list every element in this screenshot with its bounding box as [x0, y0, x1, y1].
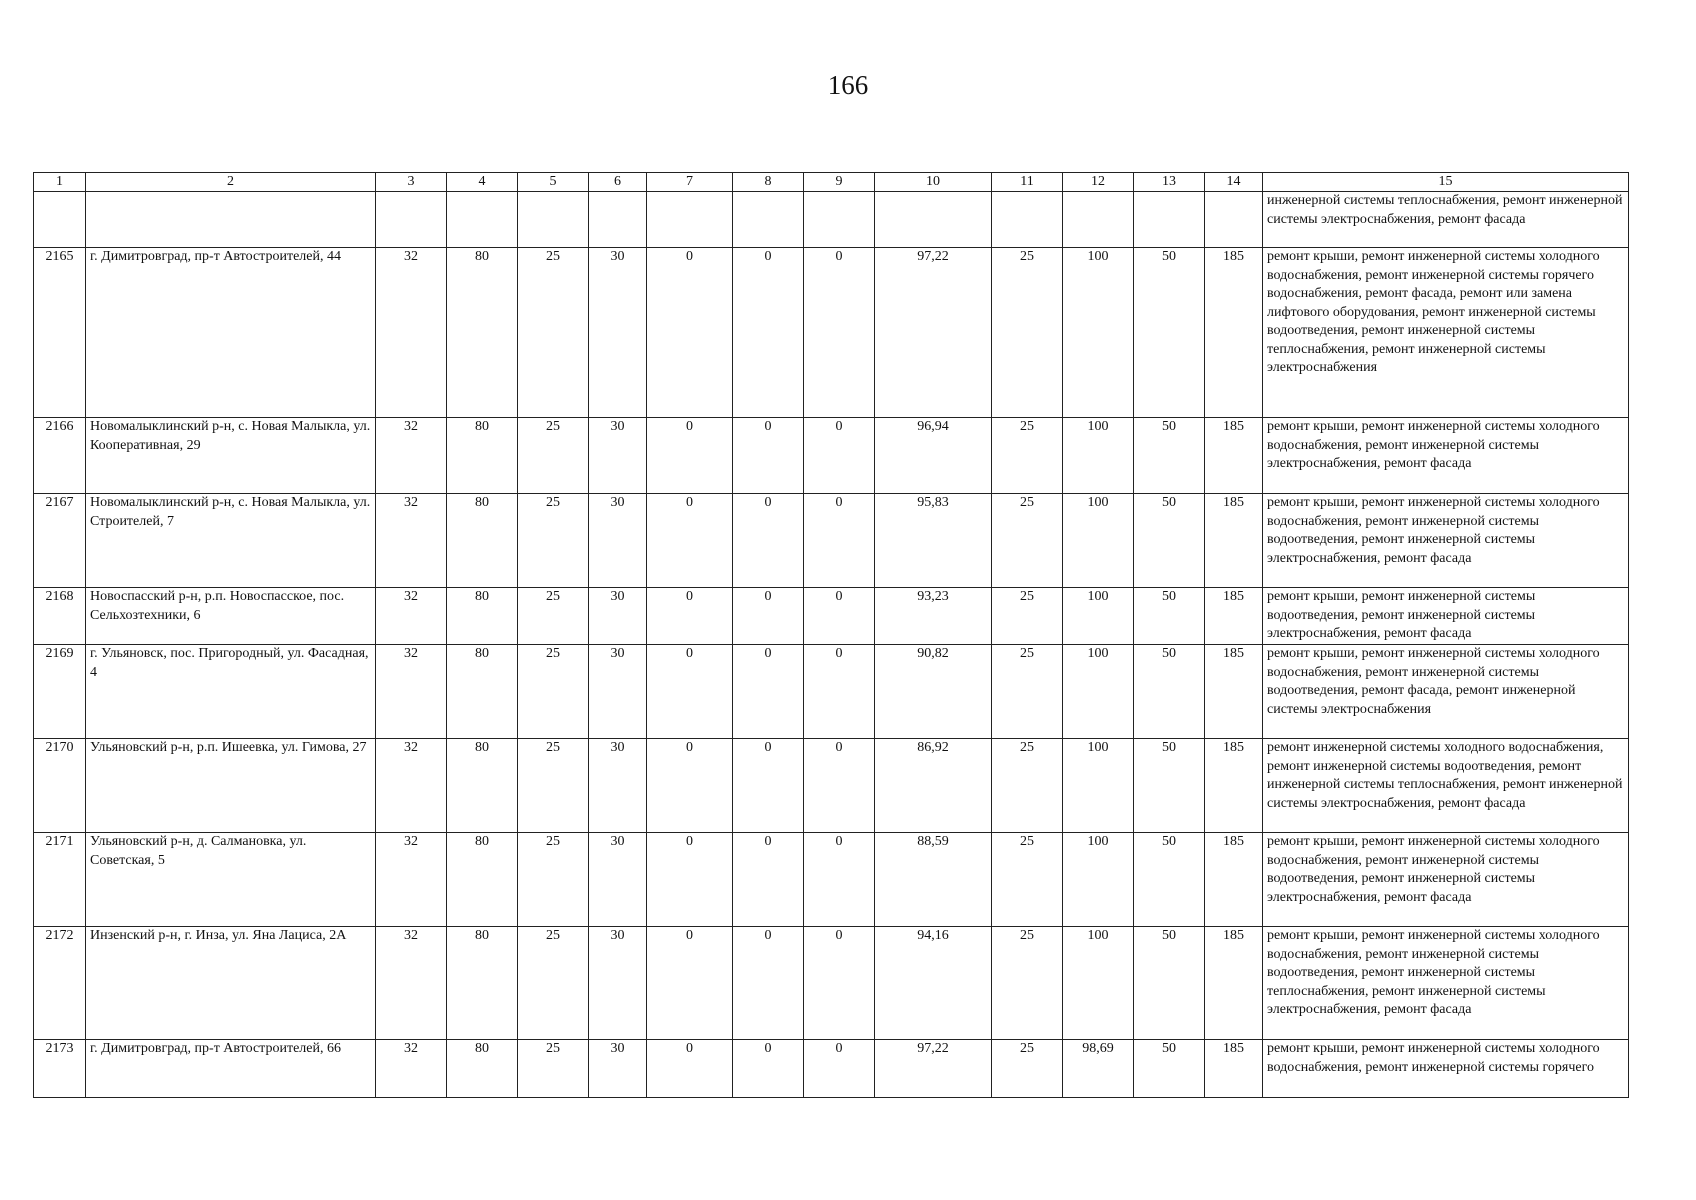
cell: 0: [647, 588, 733, 645]
table-row: [34, 418, 1629, 494]
work-cell: ремонт крыши, ремонт инженерной системы холодного водоснабжения, ремонт инженерной системы горячего: [1263, 1040, 1629, 1098]
cell: 50: [1134, 833, 1205, 927]
col-header: 9: [804, 173, 875, 192]
cell: 32: [376, 833, 447, 927]
table-row: [34, 494, 1629, 588]
cell: 100: [1063, 588, 1134, 645]
address-cell: Инзенский р-н, г. Инза, ул. Яна Лациса, 2А: [86, 927, 376, 1040]
cell: 93,23: [875, 588, 992, 645]
row-id: 2170: [34, 739, 86, 833]
cell: 80: [447, 494, 518, 588]
cell: 0: [647, 927, 733, 1040]
table-row: [34, 833, 1629, 927]
cell: 50: [1134, 418, 1205, 494]
address-cell: Новомалыклинский р-н, с. Новая Малыкла, ул. Кооперативная, 29: [86, 418, 376, 494]
cell: 0: [804, 588, 875, 645]
address-cell: г. Димитровград, пр-т Автостроителей, 66: [86, 1040, 376, 1098]
cell: 0: [804, 739, 875, 833]
cell: 80: [447, 739, 518, 833]
cell: 185: [1205, 645, 1263, 739]
row-id: 2166: [34, 418, 86, 494]
cell: 97,22: [875, 1040, 992, 1098]
cell: 185: [1205, 494, 1263, 588]
address-cell: Ульяновский р-н, д. Салмановка, ул. Советская, 5: [86, 833, 376, 927]
col-header: 7: [647, 173, 733, 192]
cell: 80: [447, 418, 518, 494]
cell: 0: [804, 833, 875, 927]
cell: 0: [647, 248, 733, 418]
page-number: 166: [827, 70, 869, 100]
col-header: 5: [518, 173, 589, 192]
cell: 0: [804, 494, 875, 588]
cell: 25: [518, 927, 589, 1040]
row-id: 2167: [34, 494, 86, 588]
col-header: 6: [589, 173, 647, 192]
cell: 0: [647, 418, 733, 494]
cell: 30: [589, 739, 647, 833]
col-header: 4: [447, 173, 518, 192]
cell: 100: [1063, 645, 1134, 739]
cell: 30: [589, 248, 647, 418]
cell: 185: [1205, 1040, 1263, 1098]
cell: 80: [447, 588, 518, 645]
cell: 25: [518, 248, 589, 418]
cell: 30: [589, 494, 647, 588]
cell: 0: [733, 494, 804, 588]
cell: 95,83: [875, 494, 992, 588]
work-cell: ремонт крыши, ремонт инженерной системы холодного водоснабжения, ремонт инженерной системы электроснабжения, ремонт фасада: [1263, 418, 1629, 494]
cell: 50: [1134, 927, 1205, 1040]
col-header: 8: [733, 173, 804, 192]
col-header: 10: [875, 173, 992, 192]
cell: 0: [647, 1040, 733, 1098]
col-header: 15: [1263, 173, 1629, 192]
cell: 97,22: [875, 248, 992, 418]
work-cell: ремонт инженерной системы холодного водоснабжения, ремонт инженерной системы водоотведения, ремонт инженерной системы теплоснабжения, ремонт инженерной системы электроснабжения, ремонт фасада: [1263, 739, 1629, 833]
cell: 25: [518, 833, 589, 927]
address-cell: г. Ульяновск, пос. Пригородный, ул. Фасадная, 4: [86, 645, 376, 739]
cell: 80: [447, 927, 518, 1040]
col-header: 2: [86, 173, 376, 192]
cell: 100: [1063, 927, 1134, 1040]
cell: 25: [992, 833, 1063, 927]
cell: 32: [376, 739, 447, 833]
cell: 50: [1134, 739, 1205, 833]
cell: 25: [992, 494, 1063, 588]
cell: 50: [1134, 494, 1205, 588]
address-cell: Ульяновский р-н, р.п. Ишеевка, ул. Гимова, 27: [86, 739, 376, 833]
cell: 30: [589, 645, 647, 739]
cell: 25: [992, 927, 1063, 1040]
col-header: 12: [1063, 173, 1134, 192]
cell: 25: [992, 248, 1063, 418]
cell: 0: [647, 645, 733, 739]
cell: 0: [804, 248, 875, 418]
cell: 100: [1063, 248, 1134, 418]
cell: 0: [733, 833, 804, 927]
table-row: [34, 248, 1629, 418]
cell: 32: [376, 248, 447, 418]
cell: 30: [589, 588, 647, 645]
cell: 0: [733, 588, 804, 645]
work-cell: ремонт крыши, ремонт инженерной системы холодного водоснабжения, ремонт инженерной системы водоотведения, ремонт инженерной системы теплоснабжения, ремонт инженерной системы электроснабжения, ремонт фасада: [1263, 927, 1629, 1040]
cell: 25: [992, 1040, 1063, 1098]
row-id: 2168: [34, 588, 86, 645]
col-header: 3: [376, 173, 447, 192]
cell: 100: [1063, 833, 1134, 927]
cell: 32: [376, 927, 447, 1040]
cell: 100: [1063, 494, 1134, 588]
cell: 94,16: [875, 927, 992, 1040]
cell: 98,69: [1063, 1040, 1134, 1098]
table-row: [34, 588, 1629, 645]
cell: 100: [1063, 739, 1134, 833]
cell: 90,82: [875, 645, 992, 739]
row-id: 2172: [34, 927, 86, 1040]
col-header: 13: [1134, 173, 1205, 192]
table-row: [34, 927, 1629, 1040]
cell: 80: [447, 645, 518, 739]
cell: 0: [804, 645, 875, 739]
table-row: [34, 645, 1629, 739]
table-row: [34, 739, 1629, 833]
col-header: 1: [34, 173, 86, 192]
repair-program-table: [33, 172, 1629, 1098]
cell: 185: [1205, 927, 1263, 1040]
cell: 25: [992, 588, 1063, 645]
cell: 50: [1134, 1040, 1205, 1098]
cell: 25: [518, 1040, 589, 1098]
cell: 25: [992, 645, 1063, 739]
cell: 185: [1205, 588, 1263, 645]
work-cell: инженерной системы теплоснабжения, ремонт инженерной системы электроснабжения, ремонт фасада: [1263, 192, 1629, 248]
cell: 30: [589, 418, 647, 494]
cell: 30: [589, 833, 647, 927]
cell: 185: [1205, 418, 1263, 494]
continuation-row: [34, 192, 1629, 248]
cell: 32: [376, 1040, 447, 1098]
cell: 96,94: [875, 418, 992, 494]
work-cell: ремонт крыши, ремонт инженерной системы водоотведения, ремонт инженерной системы электроснабжения, ремонт фасада: [1263, 588, 1629, 645]
col-header: 14: [1205, 173, 1263, 192]
cell: 0: [647, 739, 733, 833]
cell: 25: [518, 645, 589, 739]
cell: 0: [804, 927, 875, 1040]
cell: 25: [518, 494, 589, 588]
address-cell: Новомалыклинский р-н, с. Новая Малыкла, ул. Строителей, 7: [86, 494, 376, 588]
cell: 32: [376, 494, 447, 588]
cell: 80: [447, 833, 518, 927]
cell: 30: [589, 927, 647, 1040]
cell: 32: [376, 588, 447, 645]
work-cell: ремонт крыши, ремонт инженерной системы холодного водоснабжения, ремонт инженерной системы горячего водоснабжения, ремонт фасада, ремонт или замена лифтового оборудования, ремонт инженерной системы водоотведения, ремонт инженерной системы теплоснабжения, ремонт инженерной системы электроснабжения: [1263, 248, 1629, 418]
row-id: 2173: [34, 1040, 86, 1098]
row-id: 2171: [34, 833, 86, 927]
cell: 185: [1205, 248, 1263, 418]
cell: 25: [518, 418, 589, 494]
cell: 80: [447, 1040, 518, 1098]
cell: 0: [733, 645, 804, 739]
cell: 30: [589, 1040, 647, 1098]
col-header: 11: [992, 173, 1063, 192]
cell: 25: [992, 739, 1063, 833]
cell: 50: [1134, 588, 1205, 645]
address-cell: г. Димитровград, пр-т Автостроителей, 44: [86, 248, 376, 418]
cell: 25: [518, 739, 589, 833]
cell: 185: [1205, 739, 1263, 833]
cell: 88,59: [875, 833, 992, 927]
cell: 25: [992, 418, 1063, 494]
address-cell: Новоспасский р-н, р.п. Новоспасское, пос. Сельхозтехники, 6: [86, 588, 376, 645]
cell: 32: [376, 418, 447, 494]
cell: 100: [1063, 418, 1134, 494]
cell: 0: [733, 248, 804, 418]
row-id: 2169: [34, 645, 86, 739]
cell: 50: [1134, 645, 1205, 739]
cell: 50: [1134, 248, 1205, 418]
cell: 185: [1205, 833, 1263, 927]
cell: 0: [804, 418, 875, 494]
cell: 0: [647, 833, 733, 927]
cell: 80: [447, 248, 518, 418]
row-id: 2165: [34, 248, 86, 418]
work-cell: ремонт крыши, ремонт инженерной системы холодного водоснабжения, ремонт инженерной системы водоотведения, ремонт инженерной системы электроснабжения, ремонт фасада: [1263, 833, 1629, 927]
table-row: [34, 1040, 1629, 1098]
cell: 0: [733, 927, 804, 1040]
cell: 25: [518, 588, 589, 645]
work-cell: ремонт крыши, ремонт инженерной системы холодного водоснабжения, ремонт инженерной системы водоотведения, ремонт фасада, ремонт инженерной системы электроснабжения: [1263, 645, 1629, 739]
cell: 0: [804, 1040, 875, 1098]
cell: 0: [733, 739, 804, 833]
header-row: [34, 173, 1629, 192]
cell: 86,92: [875, 739, 992, 833]
work-cell: ремонт крыши, ремонт инженерной системы холодного водоснабжения, ремонт инженерной системы водоотведения, ремонт инженерной системы электроснабжения, ремонт фасада: [1263, 494, 1629, 588]
cell: 0: [647, 494, 733, 588]
cell: 32: [376, 645, 447, 739]
cell: 0: [733, 1040, 804, 1098]
cell: 0: [733, 418, 804, 494]
